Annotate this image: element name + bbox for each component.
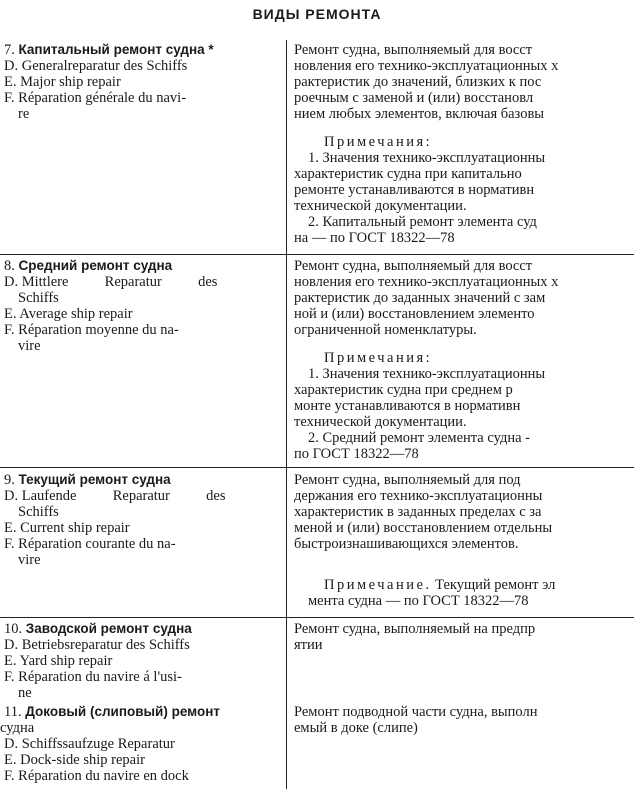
term-mark: *: [204, 42, 214, 57]
note-line: 1. Значения технико-эксплуатационны: [308, 366, 546, 382]
note-line: технической документации.: [294, 414, 467, 430]
note-text: Текущий ремонт эл: [435, 577, 556, 593]
term-number: 7.: [4, 42, 15, 58]
note-line: монте устанавливаются в нормативн: [294, 398, 521, 414]
row-divider: [0, 617, 634, 618]
notes-title: Примечание.: [324, 577, 432, 593]
definition-line: новления его технико-эксплуатационных х: [294, 58, 559, 74]
term-number: 9.: [4, 472, 15, 488]
definition-line: характеристик в заданных пределах с за: [294, 504, 542, 520]
translation-de-cont: Schiffs: [18, 290, 59, 306]
note-line: на — по ГОСТ 18322—78: [294, 230, 455, 246]
definition-line: ограниченной номенклатуры.: [294, 322, 477, 338]
definition-line: рактеристик до значений, близких к пос: [294, 74, 542, 90]
definition-line: ятии: [294, 637, 323, 653]
term-entry-11: [0, 704, 280, 784]
notes-block: [294, 577, 634, 609]
translation-en: E. Yard ship repair: [4, 653, 113, 669]
term-entry-8: [4, 258, 280, 354]
definition-line: Ремонт судна, выполняемый для под: [294, 472, 521, 488]
term-number: 8.: [4, 258, 15, 274]
definition-line: новления его технико-эксплуатационных х: [294, 274, 559, 290]
translation-en: E. Current ship repair: [4, 520, 130, 536]
translation-de: D. Laufende Reparatur des: [4, 488, 226, 504]
note-line: 2. Средний ремонт элемента судна -: [308, 430, 530, 446]
translation-fr-cont: vire: [18, 552, 41, 568]
translation-fr: F. Réparation du navire á l'usi-: [4, 669, 182, 685]
definition-line: Ремонт судна, выполняемый на предпр: [294, 621, 536, 637]
definition-10: [294, 621, 634, 653]
definition-line: Ремонт подводной части судна, выполн: [294, 704, 538, 720]
term-number: 10.: [4, 621, 23, 637]
term-heading: [4, 42, 280, 58]
page-title: ВИДЫ РЕМОНТА: [252, 6, 382, 22]
translation-de: D. Betriebsreparatur des Schiffs: [4, 637, 190, 653]
term-number: 11.: [4, 704, 22, 720]
definition-line: роечным с заменой и (или) восстановл: [294, 90, 534, 106]
definition-11: [294, 704, 634, 736]
note-line: 2. Капитальный ремонт элемента суд: [308, 214, 537, 230]
term-title: Текущий ремонт судна: [18, 472, 171, 487]
translation-fr-cont: vire: [18, 338, 41, 354]
translation-fr: F. Réparation du navire en dock: [4, 768, 189, 784]
term-heading: [4, 258, 280, 274]
note-line: 1. Значения технико-эксплуатационны: [308, 150, 546, 166]
row-divider: [0, 467, 634, 468]
term-entry-9: [4, 472, 280, 568]
definition-7: [294, 42, 634, 246]
definition-line: нием любых элементов, включая базовы: [294, 106, 545, 122]
translation-en: E. Average ship repair: [4, 306, 133, 322]
definition-line: Ремонт судна, выполняемый для восст: [294, 42, 533, 58]
definition-line: Ремонт судна, выполняемый для восст: [294, 258, 533, 274]
translation-fr-cont: re: [18, 106, 30, 122]
term-heading: [4, 704, 280, 720]
term-title-cont: судна: [0, 720, 35, 736]
translation-fr-cont: ne: [18, 685, 32, 701]
notes-block: [294, 350, 634, 462]
note-line: мента судна — по ГОСТ 18322—78: [308, 593, 529, 609]
term-title: Заводской ремонт судна: [25, 621, 192, 636]
translation-fr: F. Réparation courante du na-: [4, 536, 176, 552]
note-line: [294, 577, 634, 593]
translation-fr: F. Réparation moyenne du na-: [4, 322, 179, 338]
definition-line: быстроизнашивающихся элементов.: [294, 536, 519, 552]
translation-de: D. Generalreparatur des Schiffs: [4, 58, 188, 74]
note-line: характеристик судна при капитально: [294, 166, 522, 182]
translation-en: E. Major ship repair: [4, 74, 121, 90]
term-entry-7: [4, 42, 280, 122]
translation-fr: F. Réparation générale du navi-: [4, 90, 187, 106]
definition-line: емый в доке (слипе): [294, 720, 418, 736]
translation-de-cont: Schiffs: [18, 504, 59, 520]
term-entry-10: [4, 621, 280, 701]
definition-line: ной и (или) восстановлением элементо: [294, 306, 535, 322]
column-divider: [286, 40, 287, 789]
note-line: технической документации.: [294, 198, 467, 214]
note-line: характеристик судна при среднем р: [294, 382, 513, 398]
term-heading: [4, 472, 280, 488]
row-divider: [0, 254, 634, 255]
definition-line: рактеристик до заданных значений с зам: [294, 290, 546, 306]
definition-8: [294, 258, 634, 462]
term-title: Средний ремонт судна: [18, 258, 173, 273]
term-title: Доковый (слиповый) ремонт: [25, 704, 220, 719]
notes-title: Примечания:: [324, 134, 433, 150]
translation-de: D. Mittlere Reparatur des: [4, 274, 218, 290]
note-line: ремонте устанавливаются в нормативн: [294, 182, 535, 198]
definition-line: меной и (или) восстановлением отдельны: [294, 520, 553, 536]
translation-de: D. Schiffssaufzuge Reparatur: [4, 736, 175, 752]
term-title: Капитальный ремонт судна: [18, 42, 205, 57]
definition-line: держания его технико-эксплуатационны: [294, 488, 543, 504]
notes-block: [294, 134, 634, 246]
translation-en: E. Dock-side ship repair: [4, 752, 145, 768]
notes-title: Примечания:: [324, 350, 433, 366]
definition-9: [294, 472, 634, 609]
term-heading: [4, 621, 280, 637]
note-line: по ГОСТ 18322—78: [294, 446, 419, 462]
